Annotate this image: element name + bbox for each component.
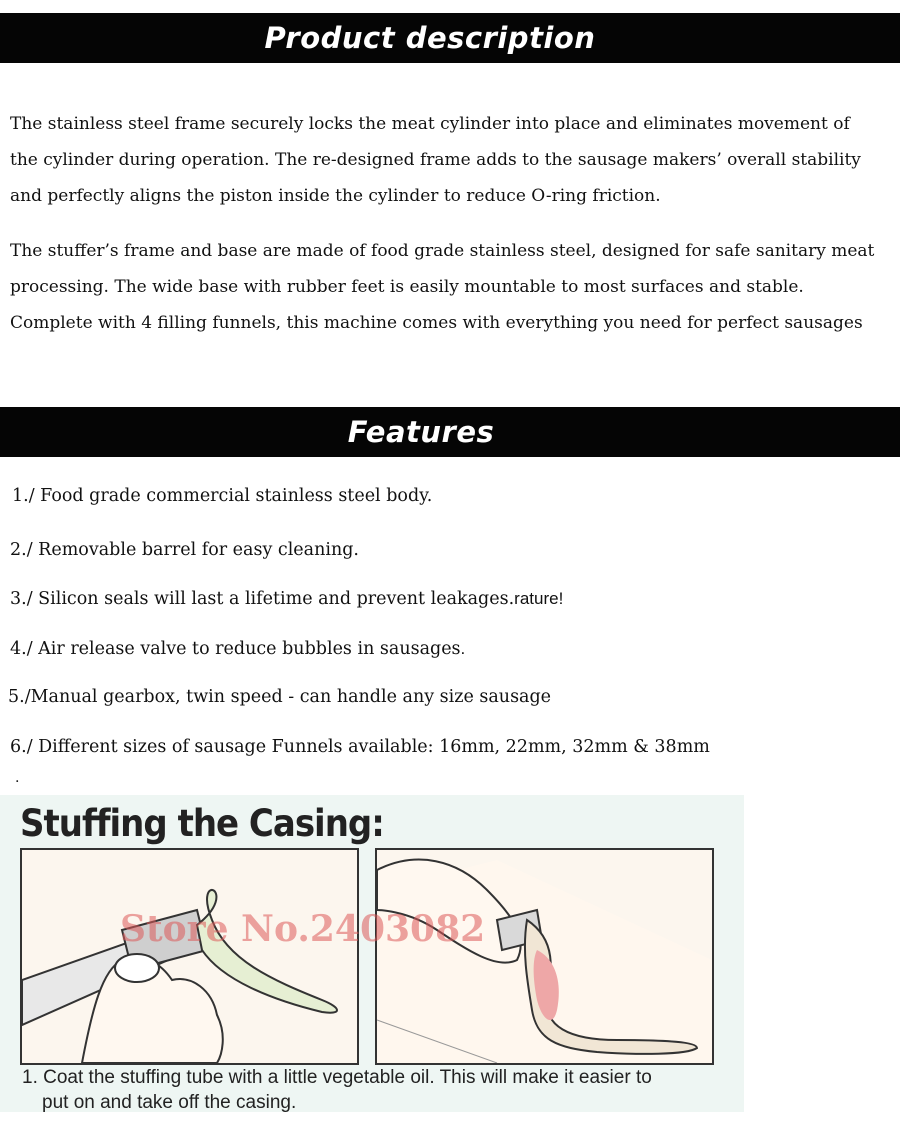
feature-suffix: .: [460, 639, 466, 658]
description-banner: [0, 13, 900, 63]
paragraph-line: Complete with 4 filling funnels, this machine comes with everything you need for perfect sausages: [10, 313, 863, 333]
feature-item: [10, 737, 710, 757]
feature-item: [10, 589, 563, 609]
feature-text: 4./ Air release valve to reduce bubbles in sausages: [10, 639, 461, 659]
feature-item: [12, 486, 432, 506]
feature-item: [10, 540, 359, 560]
caption-line-2: put on and take off the casing.: [42, 1092, 297, 1113]
illustration-title: Stuffing the Casing:: [20, 802, 384, 846]
description-paragraph-1: [10, 106, 900, 214]
paragraph-line: the cylinder during operation. The re-designed frame adds to the sausage makers’ overall stability: [10, 150, 861, 170]
feature-suffix: rature!: [514, 589, 564, 608]
paragraph-line: and perfectly aligns the piston inside the cylinder to reduce O-ring friction.: [10, 186, 661, 206]
illustration-caption: [22, 1065, 652, 1115]
description-title: Product description: [264, 21, 596, 55]
casing-on-tube-drawing: [377, 850, 712, 1063]
paragraph-line: The stainless steel frame securely locks the meat cylinder into place and eliminates movement of: [10, 114, 850, 134]
feature-text: 6./ Different sizes of sausage Funnels available: 16mm, 22mm, 32mm & 38mm: [10, 737, 710, 757]
illustration-panel-right: [375, 848, 714, 1065]
watermark-text: Store No.2403082: [120, 908, 486, 950]
feature-item: [10, 639, 465, 659]
feature-text: 3./ Silicon seals will last a lifetime and prevent leakages.: [10, 589, 515, 609]
feature-text: 1./ Food grade commercial stainless steel body.: [12, 486, 433, 506]
caption-line-1: 1. Coat the stuffing tube with a little vegetable oil. This will make it easier to: [22, 1067, 652, 1088]
stray-mark: .: [15, 770, 20, 786]
feature-text: 2./ Removable barrel for easy cleaning.: [10, 540, 359, 560]
feature-text: 5./Manual gearbox, twin speed - can handle any size sausage: [8, 687, 552, 707]
paragraph-line: The stuffer’s frame and base are made of food grade stainless steel, designed for safe sanitary meat: [10, 241, 875, 261]
illustration-panel-left: [20, 848, 359, 1065]
hand-holding-tube-drawing: [22, 850, 357, 1063]
description-paragraph-2: [10, 233, 900, 341]
features-title: Features: [347, 415, 495, 449]
feature-item: [8, 687, 551, 707]
features-banner: [0, 407, 900, 457]
paragraph-line: processing. The wide base with rubber feet is easily mountable to most surfaces and stable.: [10, 277, 804, 297]
